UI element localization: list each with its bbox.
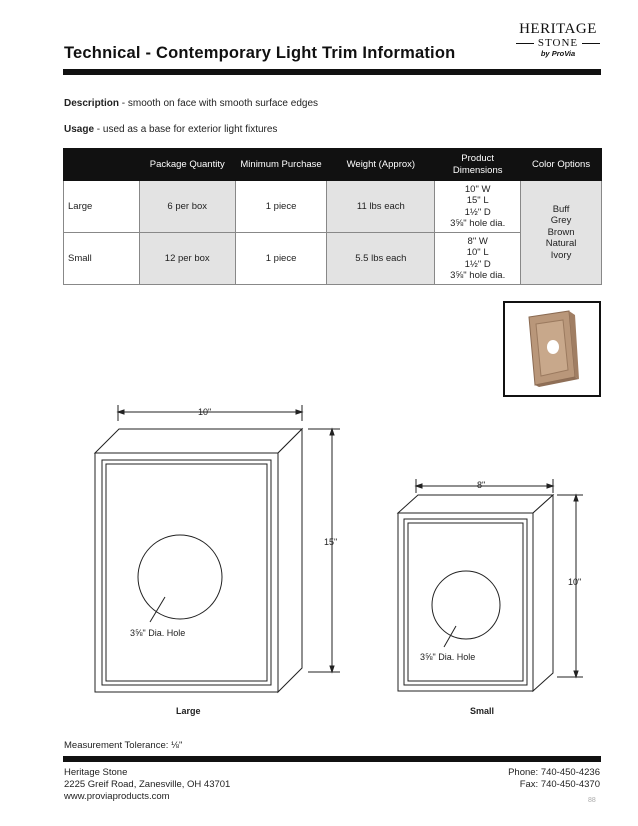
dim-hole: 3⅝" hole dia. (450, 270, 506, 281)
color-option: Grey (550, 215, 572, 227)
color-option: Buff (552, 203, 570, 215)
large-hole-label: 3⅝" Dia. Hole (130, 628, 186, 638)
logo-heritage: HERITAGE (519, 21, 597, 37)
logo-brand: ProVia (551, 49, 576, 58)
package-quantity-cell: 12 per box (139, 233, 235, 285)
footer-contact-block (508, 767, 600, 791)
description-label: Description (64, 98, 120, 109)
footer-fax: Fax: 740-450-4370 (519, 779, 600, 790)
package-quantity-cell: 6 per box (139, 181, 235, 233)
technical-drawings (0, 395, 638, 725)
color-option: Natural (545, 238, 577, 250)
bottom-divider (63, 756, 601, 762)
page-number: 88 (588, 797, 596, 804)
color-option: Brown (547, 226, 575, 238)
footer-address: 2225 Greif Road, Zanesville, OH 43701 (64, 779, 231, 790)
dim-hole: 3⅝" hole dia. (450, 218, 506, 229)
product-photo (503, 301, 601, 397)
minimum-purchase-cell: 1 piece (235, 233, 327, 285)
table-row-large (64, 181, 602, 233)
small-caption: Small (470, 706, 495, 716)
header-weight: Weight (Approx) (327, 149, 435, 181)
header-blank (64, 149, 140, 181)
weight-cell: 11 lbs each (327, 181, 435, 233)
weight-cell: 5.5 lbs each (327, 233, 435, 285)
row-name: Small (64, 233, 140, 285)
usage (64, 124, 277, 135)
header-package-quantity: Package Quantity (139, 149, 235, 181)
top-divider (63, 69, 601, 75)
footer-address-block (64, 767, 230, 803)
small-width-label: 8" (477, 480, 486, 490)
footer-company: Heritage Stone (64, 767, 128, 778)
large-caption: Large (176, 706, 201, 716)
dim-length: 10" L (466, 247, 489, 258)
dimensions-cell (435, 181, 521, 233)
small-hole-label: 3⅝" Dia. Hole (420, 652, 476, 662)
logo-by: by (540, 49, 550, 58)
row-name: Large (64, 181, 140, 233)
dim-length: 15" L (466, 195, 489, 206)
small-height-label: 10" (568, 577, 582, 587)
footer-website[interactable]: www.proviaproducts.com (64, 791, 170, 802)
footer-phone: Phone: 740-450-4236 (508, 767, 600, 778)
light-trim-photo-illustration (505, 303, 599, 395)
dim-width: 10" W (464, 183, 491, 195)
color-option: Ivory (550, 249, 572, 261)
logo-stone: STONE (512, 37, 604, 49)
dim-depth: 1½" D (464, 206, 491, 218)
minimum-purchase-cell: 1 piece (235, 181, 327, 233)
description-text: - smooth on face with smooth surface edges (119, 98, 319, 109)
usage-label: Usage (64, 124, 95, 135)
dim-depth: 1½" D (464, 258, 491, 270)
usage-text: - used as a base for exterior light fixtures (94, 124, 278, 135)
dimensions-cell (435, 233, 521, 285)
specification-table (63, 148, 602, 285)
dim-width: 8" W (467, 235, 488, 247)
page-title: Technical - Contemporary Light Trim Information (64, 44, 456, 62)
heritage-stone-logo (512, 22, 604, 72)
logo-provia (512, 49, 604, 59)
large-height-label: 15" (324, 537, 338, 547)
header-product-dimensions: Product Dimensions (435, 149, 521, 181)
header-color-options: Color Options (521, 149, 602, 181)
table-header-row (64, 149, 602, 181)
measurement-tolerance: Measurement Tolerance: ⅛" (64, 740, 183, 751)
large-width-label: 10" (198, 407, 212, 417)
description (64, 98, 318, 109)
color-options-cell (521, 181, 602, 285)
header-minimum-purchase: Minimum Purchase (235, 149, 327, 181)
